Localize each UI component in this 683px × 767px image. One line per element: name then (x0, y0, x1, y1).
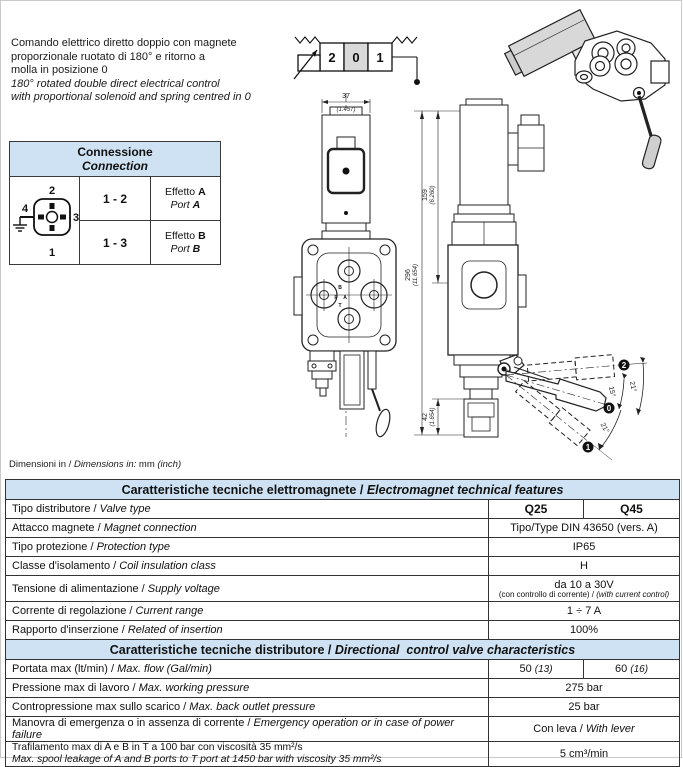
row-max-flow-label: Portata max (lt/min) / Max. flow (Gal/min) (6, 660, 489, 679)
directional-valve-table (5, 639, 680, 767)
dimensions-note (9, 459, 181, 470)
side-dim-159: 159 (422, 189, 429, 201)
intro-line-en-2: with proportional solenoid and spring centred in 0 (11, 91, 251, 103)
row-insertion-ratio-label: Rapporto d'inserzione / Related of insertion (6, 621, 489, 640)
valve-schematic-symbol (293, 13, 429, 93)
side-dim-296-in: (11.654) (413, 264, 419, 286)
row-working-pressure-label: Pressione max di lavoro / Max. working pressure (6, 679, 489, 698)
intro-text (11, 37, 299, 105)
dims-note-unit: mm (136, 459, 158, 470)
connector-pin-diagram (10, 177, 90, 261)
symbol-pos-2: 2 (328, 50, 336, 65)
max-flow-q25: 50 (13) (489, 660, 584, 679)
lever-angle-21-top: 21° (627, 380, 637, 393)
connection-table (9, 141, 221, 265)
max-flow-q45: 60 (16) (584, 660, 680, 679)
lever-pos-2: 2 (621, 361, 627, 370)
protection-type-value: IP65 (489, 538, 680, 557)
side-dim-42: 42 (422, 413, 429, 421)
row-current-range-label: Corrente di regolazione / Current range (6, 602, 489, 621)
front-dim-37: 37 (342, 93, 350, 100)
insulation-class-value: H (489, 557, 680, 576)
connection-effect-b (150, 221, 220, 265)
working-pressure-value: 275 bar (489, 679, 680, 698)
row-spool-leakage-label: Trafilamento max di A e B in T a 100 bar con viscosità 35 mm²/s Max. spool leakage of A and B ports to T port at 1450 bar with viscosity 35 mm²/s (6, 742, 489, 767)
lever-angle-diagram (496, 331, 683, 461)
effect-a-letter: A (198, 185, 206, 198)
pin-label-2: 2 (48, 185, 56, 197)
lever-angle-15: 15° (606, 385, 616, 398)
intro-line-it-2: proporzionale ruotato di 180° e ritorno a (11, 50, 205, 63)
connection-effect-a (150, 177, 220, 221)
spool-leakage-value: 5 cm³/min (489, 742, 680, 767)
port-b-letter: B (192, 242, 201, 255)
valve-type-q45: Q45 (584, 500, 680, 519)
intro-line-en-1: 180° rotated double direct electrical control (11, 77, 220, 90)
intro-line-it-3: molla in posizione 0 (11, 64, 108, 76)
dims-note-en: Dimensions in: (73, 459, 137, 470)
connection-ports-1-3: 1 - 3 (80, 221, 150, 265)
connection-ports-1-2: 1 - 2 (80, 177, 150, 221)
connection-title-it: Connessione (77, 145, 153, 159)
connection-title-en: Connection (82, 159, 148, 173)
port-a-letter: A (192, 198, 201, 211)
side-dim-42-in: (1.654) (430, 407, 436, 427)
current-range-value: 1 ÷ 7 A (489, 602, 680, 621)
front-dim-37-in: (1.457) (336, 107, 356, 113)
supply-voltage-main: da 10 a 30V (554, 578, 614, 591)
row-valve-type-label: Tipo distributore / Valve type (6, 500, 489, 519)
front-view-drawing (284, 89, 409, 441)
port-a-en: Port (170, 198, 190, 211)
row-back-pressure-label: Contropressione max sullo scarico / Max. back outlet pressure (6, 698, 489, 717)
em-title-en: Electromagnet technical features (366, 482, 564, 497)
row-supply-voltage-label: Tensione di alimentazione / Supply voltage (6, 576, 489, 602)
side-dim-159-in: (6.260) (430, 185, 436, 205)
intro-line-it-1: Comando elettrico diretto doppio con magnete (11, 37, 237, 49)
back-pressure-value: 25 bar (489, 698, 680, 717)
connection-table-header (10, 142, 221, 177)
connector-pin-diagram-cell (10, 177, 80, 265)
side-dim-296: 296 (405, 269, 412, 281)
effect-b-it: Effetto (164, 229, 196, 242)
symbol-pos-0: 0 (352, 50, 360, 65)
supply-voltage-note: (con controllo di corrente) / (with current control) (498, 589, 670, 599)
pin-label-3: 3 (72, 212, 80, 224)
port-mark-a: A (343, 295, 347, 301)
lever-pos-0: 0 (606, 404, 612, 413)
directional-table-title (6, 640, 680, 660)
valve-type-q25: Q25 (489, 500, 584, 519)
port-mark-p: P (334, 295, 338, 301)
dims-note-it: Dimensioni in / (9, 459, 74, 470)
electromagnet-table-title (6, 480, 680, 500)
em-title-it: Caratteristiche tecniche elettromagnete / (121, 482, 367, 497)
lever-angle-21-bottom: 21° (598, 421, 610, 435)
row-protection-type-label: Tipo protezione / Protection type (6, 538, 489, 557)
port-mark-t: T (338, 303, 342, 309)
row-insulation-class-label: Classe d'isolamento / Coil insulation class (6, 557, 489, 576)
effect-a-it: Effetto (164, 185, 196, 198)
supply-voltage-value (489, 576, 680, 602)
magnet-connection-value: Tipo/Type DIN 43650 (vers. A) (489, 519, 680, 538)
row-magnet-connection-label: Attacco magnete / Magnet connection (6, 519, 489, 538)
port-b-en: Port (170, 242, 190, 255)
emergency-operation-value: Con leva / With lever (489, 717, 680, 742)
insertion-ratio-value: 100% (489, 621, 680, 640)
symbol-pos-1: 1 (376, 50, 384, 65)
pin-label-4: 4 (21, 203, 29, 215)
electromagnet-table (5, 479, 680, 640)
dir-title-it: Caratteristiche tecniche distributore / (109, 642, 335, 657)
lever-pos-1: 1 (585, 443, 591, 452)
row-emergency-operation-label: Manovra di emergenza o in assenza di corrente / Emergency operation or in case of power failure (6, 717, 489, 742)
effect-b-letter: B (198, 229, 206, 242)
dir-title-en: Directional control valve characteristics (334, 642, 576, 657)
dims-note-unit-en: (inch) (157, 459, 182, 470)
port-mark-b: B (338, 285, 342, 291)
pin-label-1: 1 (48, 247, 56, 259)
